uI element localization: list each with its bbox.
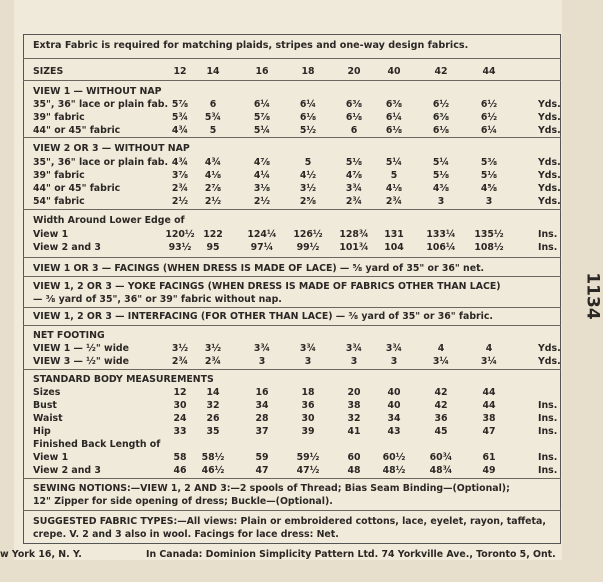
row-value: 34	[387, 413, 401, 424]
row-unit: Yds.	[538, 356, 561, 367]
row-label: 44" or 45" fabric	[33, 125, 121, 136]
row-label: 54" fabric	[33, 196, 85, 207]
row-value: 30	[301, 413, 315, 424]
row-value: 6¼	[480, 125, 498, 136]
row-value: 4⅛	[385, 183, 403, 194]
row-value: 47½	[296, 465, 320, 476]
row-value: 58½	[201, 452, 225, 463]
row-value: 45	[434, 426, 448, 437]
row-value: 5	[390, 170, 398, 181]
extra-fabric-note: Extra Fabric is required for matching plaids, stripes and one-way design fabrics.	[33, 40, 469, 51]
row-value: 41	[347, 426, 361, 437]
row-value: 3¼	[480, 356, 498, 367]
interfacing-note: VIEW 1, 2 OR 3 — INTERFACING (FOR OTHER THAN LACE) — ⅜ yard of 35" or 36" fabric.	[33, 311, 493, 322]
row-value: 32	[206, 400, 220, 411]
row-value: 4	[437, 343, 445, 354]
yoke-facings-note: VIEW 1, 2 OR 3 — YOKE FACINGS (WHEN DRESS IS MADE OF FABRICS OTHER THAN LACE)	[33, 281, 501, 292]
row-value: 3	[485, 196, 493, 207]
row-label: View 1	[33, 452, 69, 463]
body-measurements-title: STANDARD BODY MEASUREMENTS	[33, 374, 214, 385]
row-value: 2½	[171, 196, 189, 207]
row-value: 43	[387, 426, 401, 437]
row-value: 108½	[474, 242, 504, 253]
row-value: 131	[384, 229, 404, 240]
row-label: VIEW 1 — ½" wide	[33, 343, 129, 354]
row-value: 60	[347, 452, 361, 463]
row-value: 5⅛	[480, 170, 498, 181]
row-value: 6	[350, 125, 358, 136]
row-value: 5⅜	[480, 157, 498, 168]
row-value: 3¾	[345, 183, 363, 194]
row-value: 106¼	[426, 242, 456, 253]
row-value: 6⅜	[385, 99, 403, 110]
section-divider	[23, 80, 561, 81]
row-value: 6⅛	[345, 112, 363, 123]
section-divider	[23, 209, 561, 210]
row-value: 5¾	[171, 112, 189, 123]
row-value: 126½	[293, 229, 323, 240]
row-unit: Yds.	[538, 183, 561, 194]
row-unit: Ins.	[538, 242, 558, 253]
row-value: 3	[258, 356, 266, 367]
row-value: 2¾	[204, 356, 222, 367]
row-value: 47	[482, 426, 496, 437]
row-value: 38	[347, 400, 361, 411]
row-value: 4¾	[171, 157, 189, 168]
footer-left-text: w York 16, N. Y.	[0, 549, 82, 560]
row-label: Bust	[33, 400, 57, 411]
row-value: 4⅝	[480, 183, 498, 194]
row-value: 5¼	[385, 157, 403, 168]
size-column-header: 18	[301, 66, 315, 77]
size-column-header: 16	[255, 66, 269, 77]
row-unit: Ins.	[538, 413, 558, 424]
size-column-header: 40	[387, 66, 401, 77]
row-value: 6	[209, 99, 217, 110]
row-value: 6½	[432, 99, 450, 110]
row-value: 133¼	[426, 229, 456, 240]
row-label: VIEW 3 — ½" wide	[33, 356, 129, 367]
row-value: 40	[387, 400, 401, 411]
row-unit: Yds.	[538, 343, 561, 354]
row-value: 60¾	[429, 452, 453, 463]
row-value: 124¼	[247, 229, 277, 240]
row-value: 5½	[299, 125, 317, 136]
row-value: 3½	[204, 343, 222, 354]
facings-lace-note: VIEW 1 OR 3 — FACINGS (WHEN DRESS IS MADE OF LACE) — ⅝ yard of 35" or 36" net.	[33, 263, 485, 274]
row-value: 2¾	[171, 183, 189, 194]
row-value: 4⅞	[253, 157, 271, 168]
pattern-number: 1134	[582, 272, 603, 320]
row-value: 2¾	[345, 196, 363, 207]
row-value: 6½	[480, 99, 498, 110]
net-footing-title: NET FOOTING	[33, 330, 105, 341]
row-value: 6⅜	[345, 99, 363, 110]
row-value: 3¾	[253, 343, 271, 354]
row-value: 48½	[382, 465, 406, 476]
row-value: 48	[347, 465, 361, 476]
row-unit: Yds.	[538, 170, 561, 181]
row-value: 6½	[480, 112, 498, 123]
row-value: 61	[482, 452, 496, 463]
row-value: 30	[173, 400, 187, 411]
row-unit: Yds.	[538, 112, 561, 123]
row-value: 44	[482, 400, 496, 411]
row-value: 3	[350, 356, 358, 367]
row-value: 42	[434, 400, 448, 411]
row-value: 46	[173, 465, 187, 476]
row-value: 101¾	[339, 242, 369, 253]
row-value: 18	[301, 387, 315, 398]
section-divider	[23, 325, 561, 326]
section-divider	[23, 307, 561, 308]
row-value: 4¼	[253, 170, 271, 181]
row-unit: Ins.	[538, 465, 558, 476]
row-value: 3¾	[345, 343, 363, 354]
row-unit: Yds.	[538, 157, 561, 168]
row-value: 36	[434, 413, 448, 424]
row-value: 5⅞	[171, 99, 189, 110]
row-value: 16	[255, 387, 269, 398]
row-label: Waist	[33, 413, 63, 424]
row-value: 128¾	[339, 229, 369, 240]
section-divider	[23, 478, 561, 479]
row-value: 2⅝	[299, 196, 317, 207]
yoke-facings-note-cont: — ⅜ yard of 35", 36" or 39" fabric without nap.	[33, 294, 282, 305]
row-unit: Ins.	[538, 452, 558, 463]
row-value: 3¼	[432, 356, 450, 367]
row-value: 4¾	[204, 157, 222, 168]
row-value: 60½	[382, 452, 406, 463]
row-value: 4	[485, 343, 493, 354]
row-value: 20	[347, 387, 361, 398]
row-value: 3½	[171, 343, 189, 354]
row-value: 5	[209, 125, 217, 136]
row-value: 12	[173, 387, 187, 398]
row-unit: Ins.	[538, 426, 558, 437]
suggested-fabric-types-cont: crepe. V. 2 and 3 also in wool. Facings for lace dress: Net.	[33, 529, 339, 540]
row-value: 99½	[296, 242, 320, 253]
row-label: 39" fabric	[33, 170, 85, 181]
row-value: 38	[482, 413, 496, 424]
suggested-fabric-types: SUGGESTED FABRIC TYPES:—All views: Plain or embroidered cottons, lace, eyelet, rayon, taffeta,	[33, 516, 546, 527]
sewing-notions-cont: 12" Zipper for side opening of dress; Buckle—(Optional).	[33, 496, 333, 507]
row-value: 6⅛	[299, 112, 317, 123]
row-value: 14	[206, 387, 220, 398]
row-value: 2⅞	[204, 183, 222, 194]
section-divider	[23, 257, 561, 258]
row-value: 47	[255, 465, 269, 476]
row-value: 35	[206, 426, 220, 437]
row-value: 6¼	[253, 99, 271, 110]
row-value: 48¾	[429, 465, 453, 476]
row-value: 5⅞	[253, 112, 271, 123]
section-divider	[23, 276, 561, 277]
size-column-header: 42	[434, 66, 448, 77]
row-value: 4¾	[171, 125, 189, 136]
row-value: 2½	[253, 196, 271, 207]
row-unit: Yds.	[538, 125, 561, 136]
width-title: Width Around Lower Edge of	[33, 215, 185, 226]
row-value: 4⅛	[204, 170, 222, 181]
row-value: 6⅜	[432, 112, 450, 123]
row-value: 5⅛	[432, 170, 450, 181]
row-value: 4⅜	[432, 183, 450, 194]
size-column-header: 12	[173, 66, 187, 77]
row-label: 39" fabric	[33, 112, 85, 123]
row-label: Hip	[33, 426, 51, 437]
row-value: 3½	[299, 183, 317, 194]
row-value: 3¾	[385, 343, 403, 354]
section-divider	[23, 369, 561, 370]
row-value: 120½	[165, 229, 195, 240]
view1-title: VIEW 1 — WITHOUT NAP	[33, 86, 162, 97]
row-value: 59	[255, 452, 269, 463]
row-value: 58	[173, 452, 187, 463]
view23-title: VIEW 2 OR 3 — WITHOUT NAP	[33, 143, 190, 154]
row-value: 97¼	[250, 242, 274, 253]
back-length-title: Finished Back Length of	[33, 439, 161, 450]
row-label: 35", 36" lace or plain fab.	[33, 157, 169, 168]
row-value: 6⅛	[432, 125, 450, 136]
row-value: 4½	[299, 170, 317, 181]
row-value: 36	[301, 400, 315, 411]
sizes-header-label: SIZES	[33, 66, 64, 77]
row-label: View 1	[33, 229, 69, 240]
row-unit: Ins.	[538, 400, 558, 411]
row-label: View 2 and 3	[33, 465, 101, 476]
row-value: 59½	[296, 452, 320, 463]
row-value: 3	[390, 356, 398, 367]
row-value: 2¾	[385, 196, 403, 207]
size-column-header: 14	[206, 66, 220, 77]
row-value: 49	[482, 465, 496, 476]
row-value: 46½	[201, 465, 225, 476]
row-value: 33	[173, 426, 187, 437]
row-value: 26	[206, 413, 220, 424]
row-value: 5⅛	[345, 157, 363, 168]
row-value: 37	[255, 426, 269, 437]
row-value: 93½	[168, 242, 192, 253]
row-label: View 2 and 3	[33, 242, 101, 253]
row-value: 28	[255, 413, 269, 424]
row-value: 42	[434, 387, 448, 398]
row-value: 24	[173, 413, 187, 424]
row-value: 2½	[204, 196, 222, 207]
row-value: 104	[384, 242, 404, 253]
row-value: 5¼	[432, 157, 450, 168]
size-column-header: 44	[482, 66, 496, 77]
row-value: 3	[437, 196, 445, 207]
row-value: 3	[304, 356, 312, 367]
row-value: 6¼	[299, 99, 317, 110]
row-unit: Yds.	[538, 196, 561, 207]
row-value: 3⅛	[253, 183, 271, 194]
row-value: 32	[347, 413, 361, 424]
row-value: 5	[304, 157, 312, 168]
row-value: 5¾	[204, 112, 222, 123]
size-column-header: 20	[347, 66, 361, 77]
row-value: 4⅞	[345, 170, 363, 181]
row-value: 40	[387, 387, 401, 398]
row-value: 3⅞	[171, 170, 189, 181]
section-divider	[23, 58, 561, 59]
row-value: 135½	[474, 229, 504, 240]
row-label: 44" or 45" fabric	[33, 183, 121, 194]
row-label: 35", 36" lace or plain fab.	[33, 99, 169, 110]
section-divider	[23, 510, 561, 511]
section-divider	[23, 137, 561, 138]
row-value: 95	[206, 242, 220, 253]
row-value: 2¾	[171, 356, 189, 367]
row-label: Sizes	[33, 387, 61, 398]
row-value: 3¾	[299, 343, 317, 354]
row-unit: Yds.	[538, 99, 561, 110]
row-value: 44	[482, 387, 496, 398]
sewing-notions: SEWING NOTIONS:—VIEW 1, 2 AND 3:—2 spools of Thread; Bias Seam Binding—(Optional);	[33, 483, 510, 494]
row-value: 34	[255, 400, 269, 411]
footer-canada-address: In Canada: Dominion Simplicity Pattern Ltd. 74 Yorkville Ave., Toronto 5, Ont.	[146, 549, 556, 560]
row-value: 5¼	[253, 125, 271, 136]
row-value: 6¼	[385, 112, 403, 123]
row-unit: Ins.	[538, 229, 558, 240]
row-value: 39	[301, 426, 315, 437]
row-value: 122	[203, 229, 223, 240]
row-value: 6⅛	[385, 125, 403, 136]
